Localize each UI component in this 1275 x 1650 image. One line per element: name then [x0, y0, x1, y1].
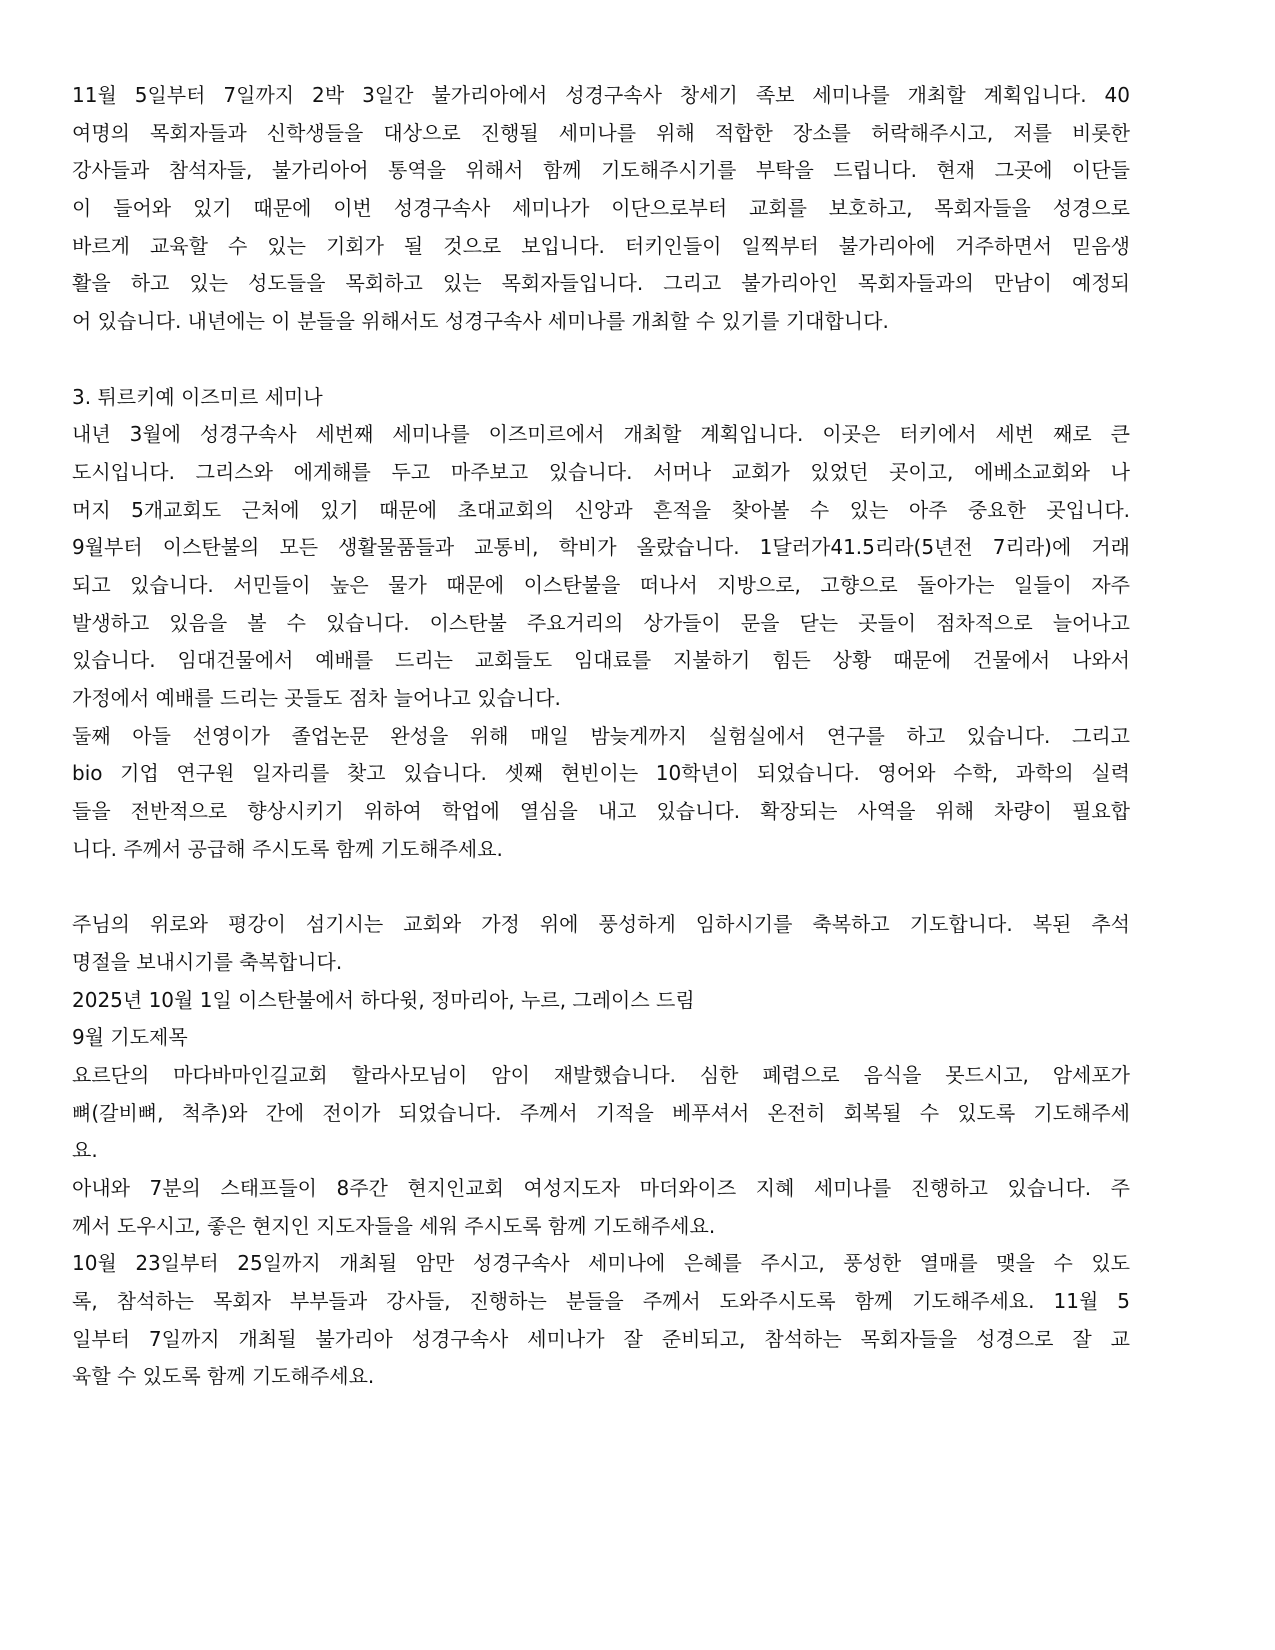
text-line: 주님의 위로와 평강이 섬기시는 교회와 가정 위에 풍성하게 임하시기를 축복하고 기도합니다. 복된 추석 — [72, 912, 1130, 937]
text-line: 내년 3월에 성경구속사 세번째 세미나를 이즈미르에서 개최할 계획입니다. 이곳은 터키에서 세번 째로 큰 — [72, 422, 1130, 447]
text-line: 9월부터 이스탄불의 모든 생활물품들과 교통비, 학비가 올랐습니다. 1달러가41.5리라(5년전 7리라)에 거래 — [72, 535, 1130, 560]
blank-line — [72, 341, 1130, 379]
text-line: 10월 23일부터 25일까지 개최될 암만 성경구속사 세미나에 은혜를 주시고, 풍성한 열매를 맺을 수 있도 — [72, 1251, 1130, 1276]
section-heading: 9월 기도제목 — [72, 1025, 188, 1050]
text-line: 활을 하고 있는 성도들을 목회하고 있는 목회자들입니다. 그리고 불가리아인 목회자들과의 만남이 예정되 — [72, 271, 1130, 296]
text-line: 바르게 교육할 수 있는 기회가 될 것으로 보입니다. 터키인들이 일찍부터 불가리아에 거주하면서 믿음생 — [72, 233, 1130, 258]
text-line: 육할 수 있도록 함께 기도해주세요. — [72, 1364, 375, 1389]
document-page — [72, 77, 1130, 1396]
text-line: 가정에서 예배를 드리는 곳들도 점차 늘어나고 있습니다. — [72, 686, 561, 710]
text-line: 둘째 아들 선영이가 졸업논문 완성을 위해 매일 밤늦게까지 실험실에서 연구를 하고 있습니다. 그리고 — [72, 723, 1130, 748]
text-line: 뼈(갈비뼈, 척추)와 간에 전이가 되었습니다. 주께서 기적을 베푸셔서 온전히 회복될 수 있도록 기도해주세 — [72, 1100, 1130, 1125]
text-line: 명절을 보내시기를 축복합니다. — [72, 949, 343, 974]
blank-line — [72, 868, 1130, 906]
text-line: 여명의 목회자들과 신학생들을 대상으로 진행될 세미나를 위해 적합한 장소를 허락해주시고, 저를 비롯한 — [72, 120, 1130, 145]
text-line: 께서 도우시고, 좋은 현지인 지도자들을 세워 주시도록 함께 기도해주세요. — [72, 1213, 716, 1238]
text-line: 11월 5일부터 7일까지 2박 3일간 불가리아에서 성경구속사 창세기 족보 세미나를 개최할 계획입니다. 40 — [72, 83, 1130, 107]
text-line: 강사들과 참석자들, 불가리아어 통역을 위해서 함께 기도해주시기를 부탁을 드립니다. 현재 그곳에 이단들 — [72, 158, 1130, 183]
text-line: 니다. 주께서 공급해 주시도록 함께 기도해주세요. — [72, 836, 503, 861]
section-heading: 3. 튀르키예 이즈미르 세미나 — [72, 384, 323, 409]
text-line: bio 기업 연구원 일자리를 찾고 있습니다. 셋째 현빈이는 10학년이 되었습니다. 영어와 수학, 과학의 실력 — [72, 761, 1130, 786]
text-line: 요. — [72, 1138, 98, 1163]
text-line: 요르단의 마다바마인길교회 할라사모님이 암이 재발했습니다. 심한 폐렴으로 음식을 못드시고, 암세포가 — [72, 1062, 1130, 1087]
text-line: 되고 있습니다. 서민들이 높은 물가 때문에 이스탄불을 떠나서 지방으로, 고향으로 돌아가는 일들이 자주 — [72, 572, 1130, 597]
text-line: 들을 전반적으로 향상시키기 위하여 학업에 열심을 내고 있습니다. 확장되는 사역을 위해 차량이 필요합 — [72, 799, 1130, 824]
text-line: 이 들어와 있기 때문에 이번 성경구속사 세미나가 이단으로부터 교회를 보호하고, 목회자들을 성경으로 — [72, 196, 1130, 221]
text-line: 도시입니다. 그리스와 에게해를 두고 마주보고 있습니다. 서머나 교회가 있었던 곳이고, 에베소교회와 나 — [72, 459, 1130, 484]
text-line: 머지 5개교회도 근처에 있기 때문에 초대교회의 신앙과 흔적을 찾아볼 수 있는 아주 중요한 곳입니다. — [72, 497, 1130, 522]
text-line: 아내와 7분의 스태프들이 8주간 현지인교회 여성지도자 마더와이즈 지혜 세미나를 진행하고 있습니다. 주 — [72, 1175, 1130, 1200]
text-line: 2025년 10월 1일 이스탄불에서 하다윗, 정마리아, 누르, 그레이스 드림 — [72, 987, 695, 1012]
text-line: 일부터 7일까지 개최될 불가리아 성경구속사 세미나가 잘 준비되고, 참석하는 목회자들을 성경으로 잘 교 — [72, 1326, 1130, 1351]
text-line: 발생하고 있음을 볼 수 있습니다. 이스탄불 주요거리의 상가들이 문을 닫는 곳들이 점차적으로 늘어나고 — [72, 610, 1130, 635]
text-line: 록, 참석하는 목회자 부부들과 강사들, 진행하는 분들을 주께서 도와주시도록 함께 기도해주세요. 11월 5 — [72, 1289, 1130, 1313]
text-line: 어 있습니다. 내년에는 이 분들을 위해서도 성경구속사 세미나를 개최할 수 있기를 기대합니다. — [72, 309, 889, 334]
text-line: 있습니다. 임대건물에서 예배를 드리는 교회들도 임대료를 지불하기 힘든 상황 때문에 건물에서 나와서 — [72, 648, 1130, 673]
